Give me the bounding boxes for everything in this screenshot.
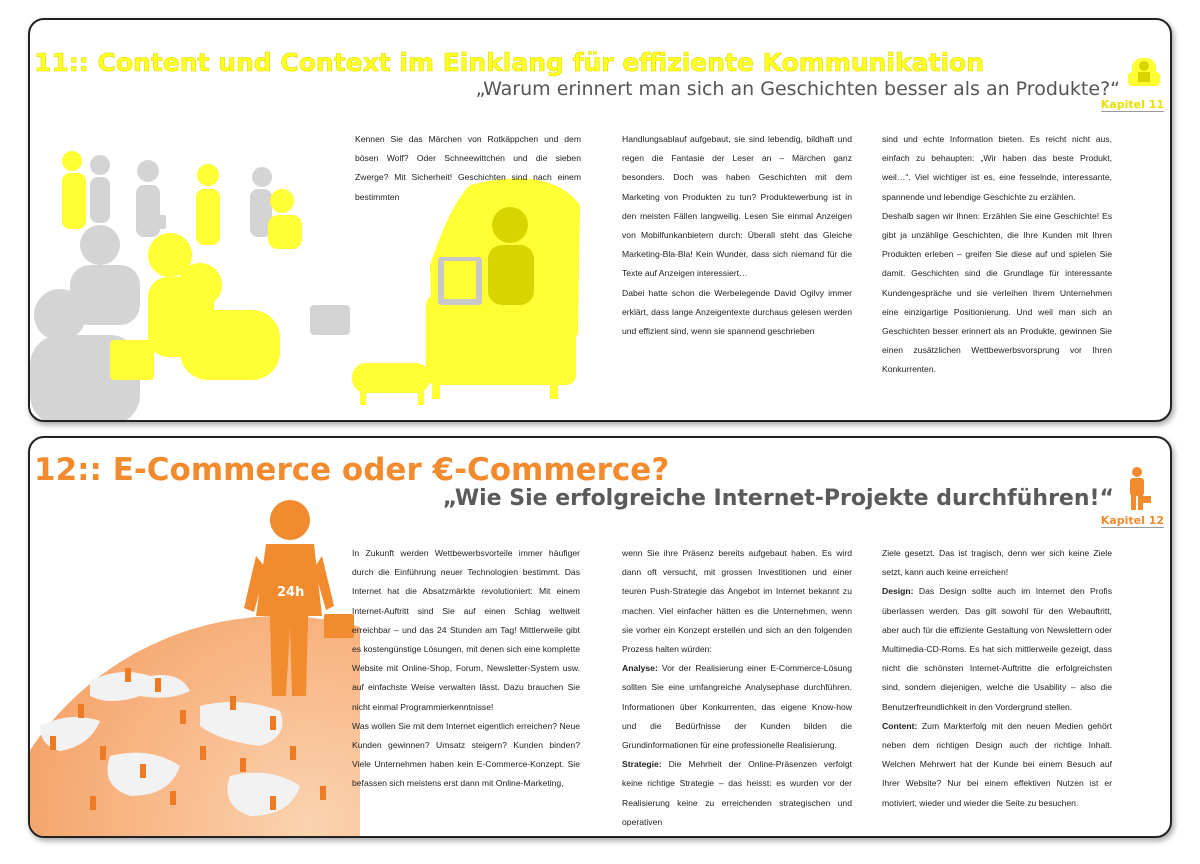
chapter-12-number: 12:: (34, 452, 102, 488)
chapter-11-column-3 (882, 130, 1112, 380)
term-strategie: Strategie: (622, 759, 662, 770)
chapter-12-col1-para: Was wollen Sie mit dem Internet eigentlich erreichen? Neue Kunden gewinnen? Umsatz steigern? Kunden binden? Viele Unternehmen haben kein E-Commerce-Konzept. Sie befassen sich meistens erst dann mit Online-Marketing, (352, 720, 580, 789)
globe-businessman-illustration (30, 496, 360, 838)
design-text: Das Design sollte auch im Internet den Profis überlassen werden. Das gilt sowohl für den Webauftritt, aber auch für die effiziente Gestaltung von Newslettern oder Multimedia-CD-Roms. Es hat sich mittlerweile gezeigt, dass nicht die schönsten Internet-Auftritte die erfolgreichsten sind, sondern diejenigen, welche die Usability – also die Benutzerfreundlichkeit in den Vordergrund stellen. (882, 586, 1112, 712)
chapter-12-badge: Kapitel 12 (1100, 514, 1164, 527)
chapter-12-col2-para-strategie (622, 755, 852, 832)
chapter-12-heading: E-Commerce oder €-Commerce? (112, 452, 670, 488)
chapter-12-column-2 (622, 544, 852, 832)
chapter-11-col2-para: Dabei hatte schon die Werbelegende David Ogilvy immer erklärt, dass lange Anzeigentexte durchaus gelesen werden und effizient sind, wenn sie spannend geschrieben (622, 287, 852, 337)
content-text: Zum Markterfolg mit den neuen Medien gehört neben dem richtigen Design auch der richtige Inhalt. Welchen Mehrwert hat der Kunde bei einem Besuch auf Ihrer Website? Nur bei einem effektiven Nutzen ist er motiviert, wieder und wieder die Seite zu besuchen. (882, 720, 1112, 808)
analyse-text: Vor der Realisierung einer E-Commerce-Lösung sollten Sie eine umfangreiche Analysephase durchführen. Informationen über Konkurrenten, das eigene Know-how und die Bedürfnisse der Kunden bilden die Grundinformationen für eine professionelle Realisierung. (622, 663, 852, 751)
chapter-12-col2-para-analyse (622, 659, 852, 755)
term-content: Content: (882, 720, 918, 731)
chapter-11-badge: Kapitel 11 (1100, 98, 1164, 111)
chapter-11-col1-para: Kennen Sie das Märchen von Rotkäppchen und dem bösen Wolf? Oder Schneewittchen und die sieben Zwerge? Mit Sicherheit! Geschichten sind nach einem bestimmten (355, 134, 581, 202)
chapter-11-subtitle: „Warum erinnert man sich an Geschichten besser als an Produkte?“ (475, 78, 1120, 100)
chapter-11-column-1 (355, 130, 581, 207)
chapter-12-card (28, 436, 1172, 838)
chapter-11-heading: Content und Context im Einklang für effiziente Kommunikation (97, 48, 985, 77)
chapter-11-col3-para: Deshalb sagen wir Ihnen: Erzählen Sie eine Geschichte! Es gibt ja unzählige Geschichten, die Ihre Kunden mit Ihren Produkten erleben – greifen Sie diese auf und spielen Sie damit. Geschichten sind die Grundlage für interessante Kundengespräche und sie verleihen Ihrem Unternehmen eine einzigartige Positionierung. Und weil man sich an Geschichten besser erinnert als an Produkte, gewinnen Sie einen zusätzlichen Wettbewerbsvorsprung vor Ihren Konkurrenten. (882, 210, 1112, 375)
chapter-11-card (28, 18, 1172, 422)
chapter-11-col3-para: sind und echte Information bieten. Es reicht nicht aus, einfach zu behaupten: „Wir haben das beste Produkt, weil…“. Viel wichtiger ist es, eine fesselnde, interessante, spannende und lebendige Geschichte zu erzählen. (882, 134, 1112, 202)
chapter-12-col3-para-design (882, 582, 1112, 716)
strategie-text: Die Mehrheit der Online-Präsenzen verfolgt keine richtige Strategie – das heisst: es wurden vor der Realisierung keine zu erreichenden strategischen und operativen (622, 759, 852, 827)
chapter-11-col2-para: Handlungsablauf aufgebaut, sie sind lebendig, bildhaft und regen die Fantasie der Leser an – Märchen ganz besonders. Doch was haben Geschichten mit dem Marketing von Produkten zu tun? Produktewerbung ist in den meisten Fällen langweilig. Lesen Sie einmal Anzeigen von Mobilfunkanbietern durch: Überall steht das Gleiche Marketing-Bla-Bla! Kein Wunder, dass sich niemand für die Texte auf Anzeigen interessiert… (622, 134, 852, 279)
chapter-12-subtitle: „Wie Sie erfolgreiche Internet-Projekte durchführen!“ (442, 486, 1114, 511)
chapter-12-col1-para: In Zukunft werden Wettbewerbsvorteile immer häufiger durch die Einführung neuer Technologien bestimmt. Das Internet hat die Absatzmärkte revolutioniert: Mit einem Internet-Auftritt sind Sie auf einen Schlag weltweit erreichbar – und das 24 Stunden am Tag! Mittlerweile gibt es kostengünstige Lösungen, mit denen sich eine komplette Website mit Online-Shop, Forum, Newsletter-System usw. auf einfachste Weise verwalten lässt. Dazu brauchen Sie nicht einmal Programmierkenntnisse! (352, 548, 580, 712)
businessman-icon (1124, 466, 1152, 512)
chapter-11-column-2 (622, 130, 852, 341)
term-design: Design: (882, 586, 914, 597)
chapter-12-column-3 (882, 544, 1112, 813)
chapter-12-col3-para: Ziele gesetzt. Das ist tragisch, denn wer sich keine Ziele setzt, kann auch keine erreichen! (882, 548, 1112, 578)
chapter-12-col3-para-content (882, 717, 1112, 813)
chapter-12-title (34, 452, 669, 488)
chapter-12-column-1 (352, 544, 580, 794)
term-analyse: Analyse: (622, 663, 658, 674)
chapter-11-number: 11:: (34, 48, 89, 77)
figure-24h-label: 24h (277, 585, 305, 600)
armchair-reader-icon (1126, 52, 1162, 96)
chapter-12-col2-para: wenn Sie ihre Präsenz bereits aufgebaut haben. Es wird dann oft versucht, mit grossen Investitionen und einer teuren Push-Strategie das Angebot im Internet bekannt zu machen. Viel einfacher hätten es die Unternehmen, wenn sie vorher ein Konzept erstellen und sich an den folgenden Prozess halten würden: (622, 548, 852, 655)
chapter-11-title (34, 48, 984, 77)
